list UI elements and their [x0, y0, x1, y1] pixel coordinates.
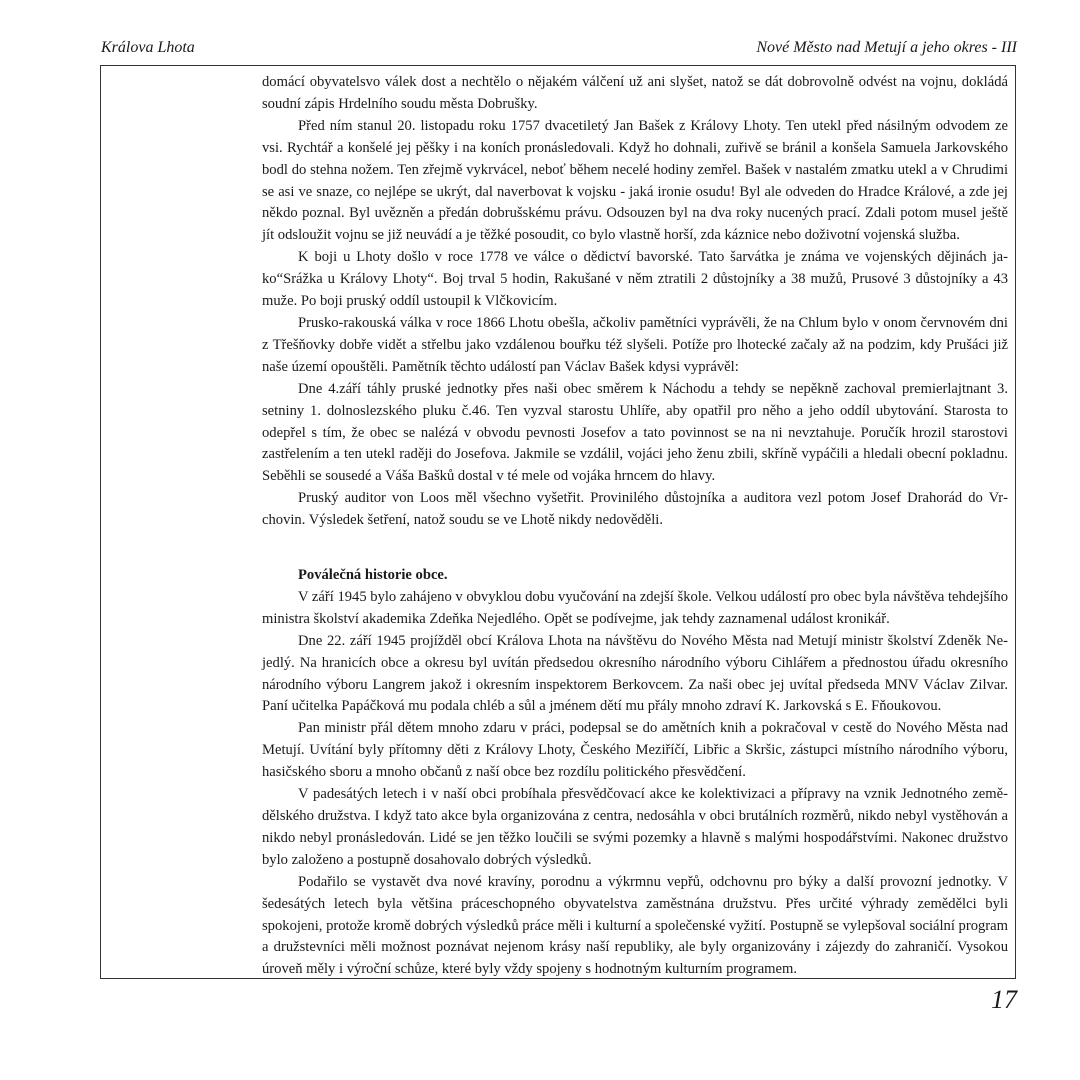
paragraph: Dne 4.září táhly pruské jednotky přes naši obec směrem k Náchodu a tehdy se nepěkně zachoval premierlajtnant 3. setniny 1. dolnoslezského pluku č.46. Ten vyzval starostu Uhlíře, aby opatřil pro něho a jeho oddíl ubytování. Starosta to odepřel s tím, že obec se nalézá v obvodu pevnosti Josefov a tato povinnost se na ni nevztahuje. Poručík hrozil starostovi zastřelením a ten utekl raději do Josefova. Jakmile se vzdálil, vojáci jeho ženu zbili, skříně vypáčili a hledali obecní pokladnu. Seběhli se sousedé a Váša Bašků dostal v té mele od vojáka hrncem do hlavy. [262, 380, 1008, 485]
paragraph: domácí obyvatelsvo válek dost a nechtělo o nějakém válčení už ani slyšet, natož se dát dobrovolně odvést na vojnu, dokládá soudní zápis Hrdelního soudu města Dobrušky. [262, 74, 1008, 112]
paragraph: Pan ministr přál dětem mnoho zdaru v práci, podepsal se do amětních knih a pokračoval v cestě do Nového Města nad Metují. Uvítání byly přítomny děti z Královy Lhoty, Českého Meziříčí, Libřic a Skršic, zástupci místního národního výboru, hasičského sboru a mnoho občanů z naší obce bez rozdílu politického přesvědčení. [262, 720, 1008, 781]
paragraph: Dne 22. září 1945 projížděl obcí Králova Lhota na návštěvu do Nového Města nad Metují ministr školství Zdeněk Nejedlý. Na hranicích obce a okresu byl uvítán předsedou okresního národního výboru Cihlářem a přednostou úřadu okresního národního výboru Langrem jakož i okresním inspektorem Berkovcem. Za naši obec jej uvítal předseda MNV Václav Zilvar. Paní učitelka Papáčková mu podala chléb a sůl a jménem dětí mu přály mnoho zdraví K. Jarkovská s E. Fňoukovou. [262, 632, 1008, 715]
section-heading: Poválečná historie obce. [298, 567, 448, 584]
body-text [262, 72, 1008, 981]
paragraph: Pruský auditor von Loos měl všechno vyšetřit. Provinilého důstojníka a auditora vezl potom Josef Drahorád do Vrchovin. Výsledek šetření, natož soudu se ve Lhotě nikdy nedověděli. [262, 490, 1008, 529]
paragraph: Podařilo se vystavět dva nové kravíny, porodnu a výkrmnu vepřů, odchovnu pro býky a další provozní jednotky. V šedesátých letech byla většina práceschopného obyvatelstva zaměstnána družstvu. Přes určité výhrady zemědělci byli spokojeni, protože kromě dobrých výsledků práce měli i kulturní a společenské vyžití. Postupně se vylepšoval sociální program a družstevníci měli možnost poznávat nejenom krásy naší republiky, ale byly organizovány i zájezdy do zahraničí. Vysokou úroveň měly i výroční schůze, které byly vždy spojeny s hodnotným kulturním programem. [262, 873, 1008, 978]
paragraph: Před ním stanul 20. listopadu roku 1757 dvacetiletý Jan Bašek z Královy Lhoty. Ten utekl před násilným odvodem ze vsi. Rychtář a konšelé jej pěšky i na koních pronásledovali. Když ho dohnali, zuřivě se bránil a konšela Samuela Jarkovského bodl do stehna nožem. Ten zřejmě vykrvácel, neboť během necelé hodiny zemřel. Bašek v nastalém zmatku utekl a v Chrudimi se asi ve snaze, co nejlépe se ukrýt, dal naverbovat k vojsku - jaká ironie osudu! Byl ale odveden do Hradce Králové, a zde jej někdo poznal. Byl uvězněn a předán dobrušskému právu. Odsouzen byl na dva roky nucených prací. Zdali potom musel ještě jít odsloužit vojnu se již neuvádí a je těžké posoudit, co bylo vlastně horší, zda káznice nebo doživotní vojenská služba. [262, 117, 1008, 244]
paragraph: V září 1945 bylo zahájeno v obvyklou dobu vyučování na zdejší škole. Velkou událostí pro obec byla návštěva tehdejšího ministra školství akademika Zdeňka Nejedlého. Opět se podívejme, jak tehdy zaznamenal událost kronikář. [262, 588, 1008, 627]
paragraph: K boji u Lhoty došlo v roce 1778 ve válce o dědictví bavorské. Tato šarvátka je známa ve vojenských dějinách jako“Srážka u Královy Lhoty“. Boj trval 5 hodin, Rakušané v něm ztratili 2 důstojníky a 38 mužů, Prusové 3 důstojníky a 43 muže. Po boji pruský oddíl ustoupil k Vlčkovicím. [262, 249, 1008, 310]
paragraph: V padesátých letech i v naší obci probíhala přesvědčovací akce ke kolektivizaci a přípravy na vznik Jednotného zemědělského družstva. I když tato akce byla organizována z centra, nedosáhla v obci brutálních rozměrů, nikdo nebyl vystěhován a nikdo nebyl pronásledován. Lidé se jen těžko loučili se svými pozemky a hlavně s malými hospodářstvími. Nakonec družstvo bylo založeno a postupně dosahovalo dobrých výsledků. [262, 786, 1008, 868]
page-number: 17 [991, 985, 1017, 1014]
running-header-left: Králova Lhota [101, 39, 195, 56]
running-header-right: Nové Město nad Metují a jeho okres - III [756, 39, 1017, 56]
paragraph: Prusko-rakouská válka v roce 1866 Lhotu obešla, ačkoliv pamětníci vyprávěli, že na Chlum bylo v onom červnovém dni z Třešňovky dobře vidět a střelbu jako vzdálenou bouřku též slyšeli. Potíže pro lhotecké začaly až na podzim, kdy Prušáci již naše území opouštěli. Pamětník těchto událostí pan Václav Bašek kdysi vyprávěl: [262, 314, 1008, 375]
